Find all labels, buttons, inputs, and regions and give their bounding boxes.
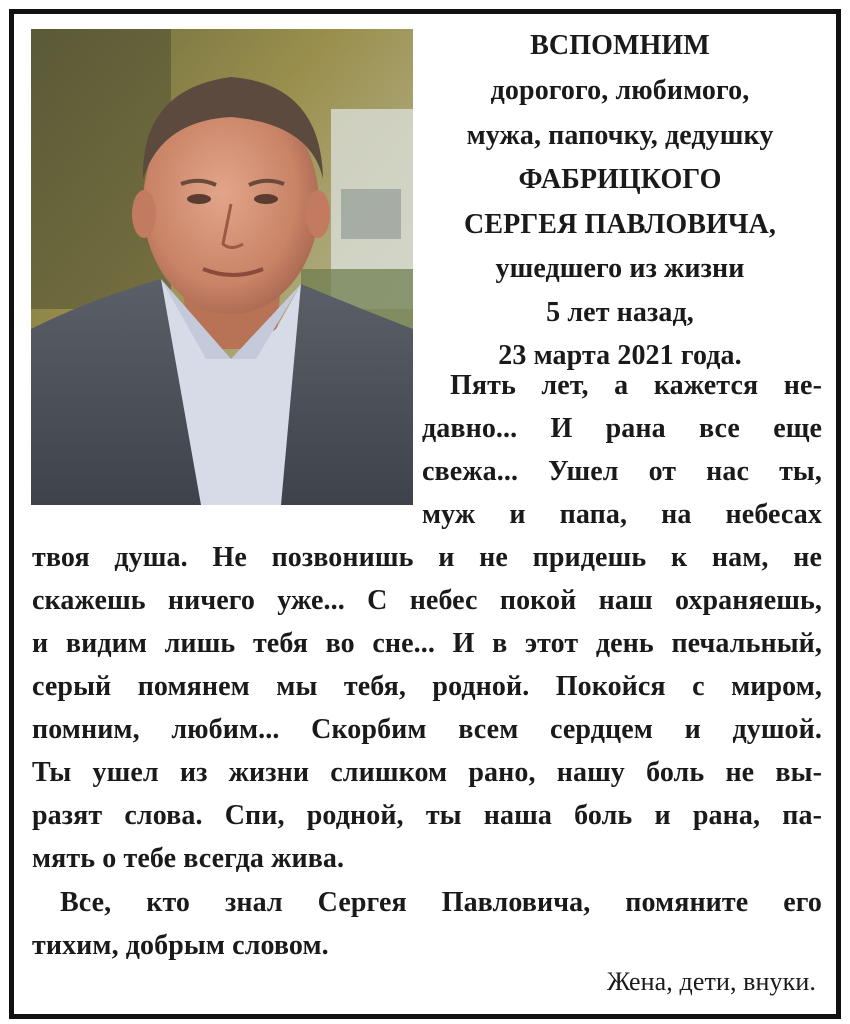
signature: Жена, дети, внуки. bbox=[606, 967, 816, 996]
heading-deceased-name: СЕРГЕЯ ПАВЛОВИЧА, bbox=[464, 209, 776, 240]
heading-line-7: 5 лет назад, bbox=[546, 297, 694, 328]
poem-line: твоя душа. Не позвонишь и не придешь к нам, не bbox=[32, 542, 822, 573]
heading-line-6: ушедшего из жизни bbox=[495, 253, 745, 284]
poem-line: разят слова. Спи, родной, ты наша боль и рана, па- bbox=[32, 800, 822, 831]
heading-date: 23 марта 2021 года. bbox=[498, 340, 742, 371]
poem-line: помним, любим... Скорбим всем сердцем и душой. bbox=[32, 714, 822, 745]
poem-line: свежа... Ушел от нас ты, bbox=[422, 456, 822, 487]
poem-line: и видим лишь тебя во сне... И в этот день печальный, bbox=[32, 628, 822, 659]
heading-line-2: дорогого, любимого, bbox=[490, 75, 750, 106]
poem-line: мять о тебе всегда жива. bbox=[32, 843, 345, 874]
heading-line-1: ВСПОМНИМ bbox=[530, 30, 710, 61]
poem-line: скажешь ничего уже... С небес покой наш охраняешь, bbox=[32, 585, 822, 616]
closing-line: Все, кто знал Сергея Павловича, помяните его bbox=[60, 887, 822, 918]
heading-deceased-surname: ФАБРИЦКОГО bbox=[518, 164, 722, 195]
poem-line: Ты ушел из жизни слишком рано, нашу боль не вы- bbox=[32, 757, 822, 788]
poem-line: серый помянем мы тебя, родной. Покойся с миром, bbox=[32, 671, 822, 702]
poem-line: Пять лет, а кажется не- bbox=[450, 370, 822, 401]
poem-line: давно... И рана все еще bbox=[422, 413, 822, 444]
closing-line: тихим, добрым словом. bbox=[32, 930, 329, 961]
poem-line: муж и папа, на небесах bbox=[422, 499, 822, 530]
portrait-photo bbox=[31, 29, 413, 505]
heading-line-3: мужа, папочку, дедушку bbox=[466, 120, 774, 151]
